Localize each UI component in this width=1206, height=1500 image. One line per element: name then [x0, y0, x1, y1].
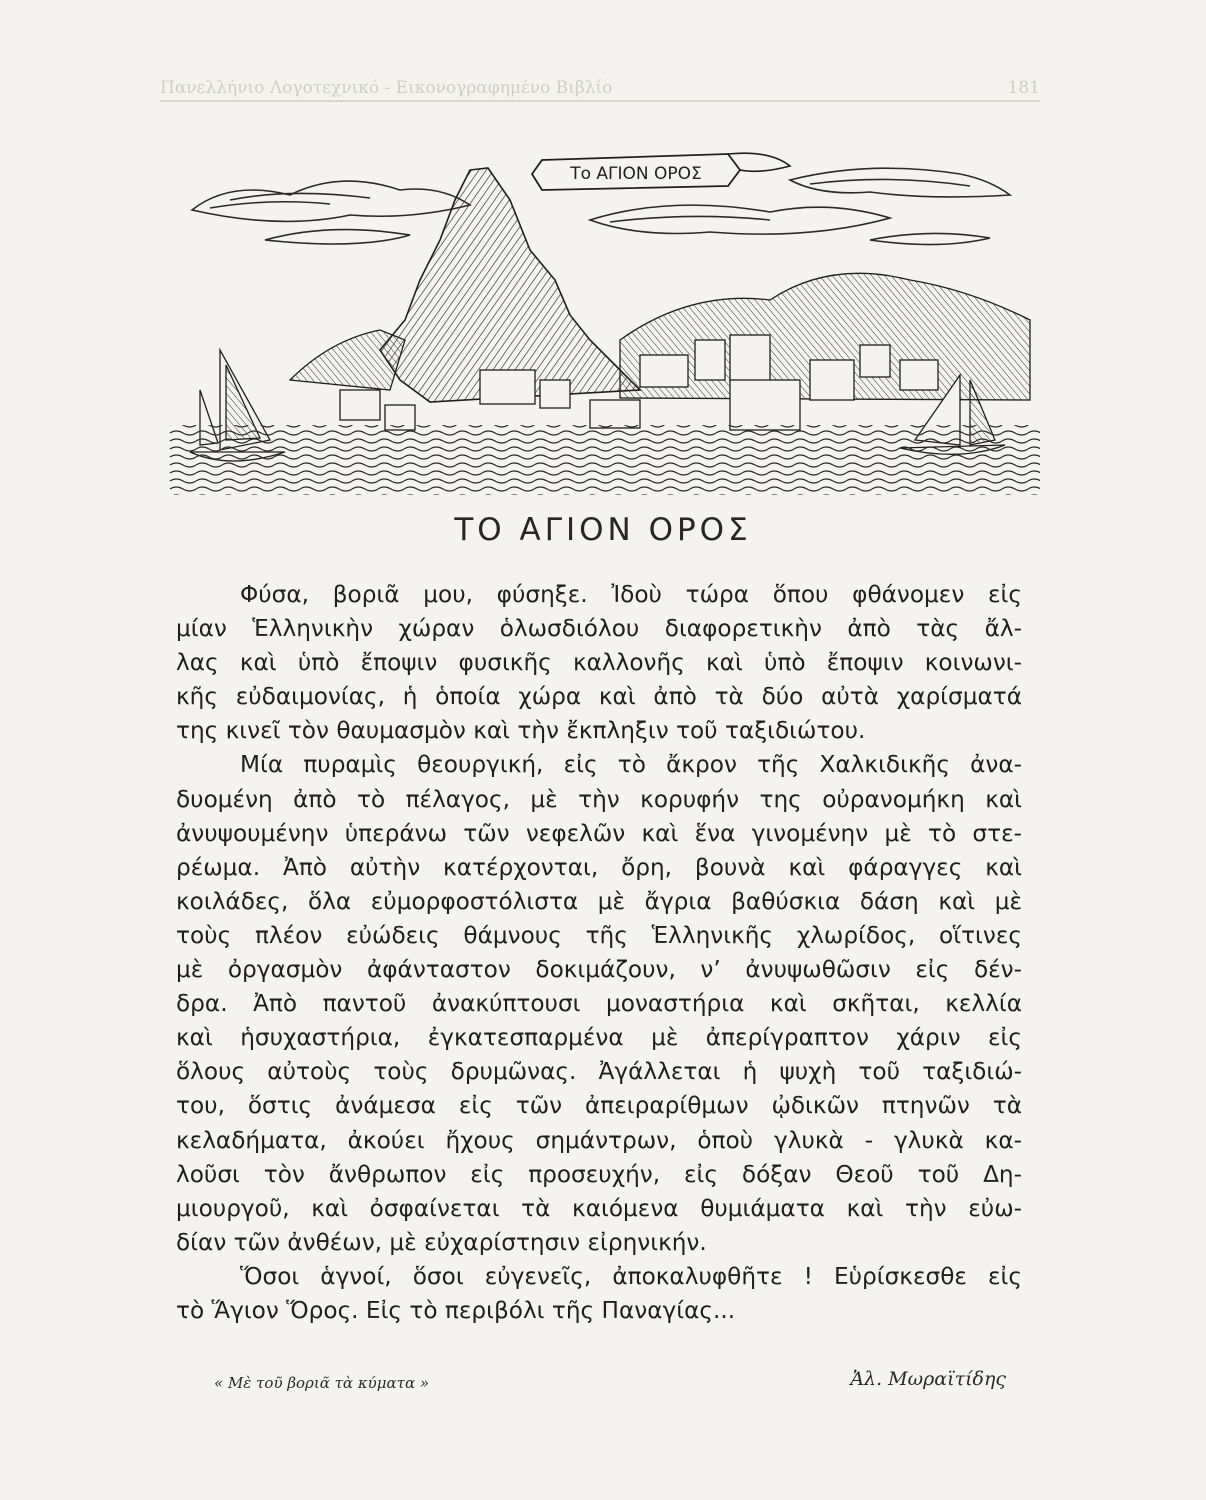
- body-line: τὸ Ἅγιον Ὅρος. Εἰς τὸ περιβόλι τῆς Παναγίας...: [176, 1296, 736, 1324]
- body-line: κελαδήματα, ἀκούει ἤχους σημάντρων, ὁποὺ γλυκὰ - γλυκὰ κα-: [176, 1126, 1022, 1154]
- mount-athos-illustration: [170, 140, 1040, 500]
- body-line: της κινεῖ τὸν θαυμασμὸν καὶ τὴν ἔκπληξιν τοῦ ταξιδιώτου.: [176, 717, 866, 745]
- source-title: « Μὲ τοῦ βοριᾶ τὰ κύματα »: [214, 1374, 430, 1392]
- body-line: Ὅσοι ἁγνοί, ὅσοι εὐγενεῖς, ἀποκαλυφθῆτε ! Εὑρίσκεσθε εἰς: [240, 1262, 1022, 1290]
- body-line: μίαν Ἑλληνικὴν χώραν ὁλωσδιόλου διαφορετικὴν ἀπὸ τὰς ἄλ-: [176, 615, 1022, 643]
- body-line: ρέωμα. Ἀπὸ αὐτὴν κατέρχονται, ὄρη, βουνὰ καὶ φάραγγες καὶ: [176, 853, 1022, 881]
- author-name: Ἀλ. Μωραϊτίδης: [850, 1368, 1006, 1390]
- sea: [170, 425, 1040, 495]
- article-title: ΤΟ ΑΓΙΟΝ ΟΡΟΣ: [454, 512, 752, 548]
- article-body: [176, 578, 1022, 1328]
- body-line: τοὺς πλέον εὐώδεις θάμνους τῆς Ἑλληνικῆς χλωρίδος, οἵτινες: [176, 921, 1022, 949]
- illustration-drawing: [170, 140, 1040, 500]
- body-line: λοῦσι τὸν ἄνθρωπον εἰς προσευχήν, εἰς δόξαν Θεοῦ τοῦ Δη-: [176, 1160, 1022, 1188]
- body-line: δυομένη ἀπὸ τὸ πέλαγος, μὲ τὴν κορυφήν της οὐρανομήκη καὶ: [176, 785, 1022, 813]
- bleed-through-header: [160, 78, 1040, 100]
- bleed-through-page-number: 181: [1007, 78, 1040, 98]
- citation: [214, 1368, 1014, 1396]
- body-line: μιουργοῦ, καὶ ὀσφαίνεται τὰ καιόμενα θυμιάματα καὶ τὴν εὐω-: [176, 1194, 1022, 1222]
- header-rule: [160, 100, 1040, 102]
- body-line: κῆς εὐδαιμονίας, ἡ ὁποία χώρα καὶ ἀπὸ τὰ δύο αὐτὰ χαρίσματά: [176, 683, 1022, 711]
- body-line: ὅλους αὐτοὺς τοὺς δρυμῶνας. Ἀγάλλεται ἡ ψυχὴ τοῦ ταξιδιώ-: [176, 1058, 1022, 1086]
- body-line: δρα. Ἀπὸ παντοῦ ἀνακύπτουσι μοναστήρια καὶ σκῆται, κελλία: [176, 990, 1022, 1018]
- banner-text: Το ΑΓΙΟΝ ΟΡΟΣ: [570, 164, 702, 184]
- body-line: Μία πυραμὶς θεουργική, εἰς τὸ ἄκρον τῆς Χαλκιδικῆς ἀνα-: [240, 751, 1022, 779]
- body-line: καὶ ἡσυχαστήρια, ἐγκατεσπαρμένα μὲ ἀπερίγραπτον χάριν εἰς: [176, 1024, 1022, 1052]
- body-line: ἀνυψουμένην ὑπεράνω τῶν νεφελῶν καὶ ἕνα γινομένην μὲ τὸ στε-: [176, 819, 1022, 847]
- body-line: μὲ ὀργασμὸν ἀφάνταστον δοκιμάζουν, ν’ ἀνυψωθῶσιν εἰς δέν-: [176, 956, 1022, 984]
- body-line: κοιλάδες, ὅλα εὐμορφοστόλιστα μὲ ἄγρια βαθύσκια δάση καὶ μὲ: [176, 887, 1022, 915]
- bleed-through-header-text: Πανελλήνιο Λογοτεχνικό - Εικονογραφημένο Βιβλίο: [160, 78, 613, 98]
- body-line: δίαν τῶν ἀνθέων, μὲ εὐχαρίστησιν εἰρηνικήν.: [176, 1228, 707, 1256]
- body-line: Φύσα, βοριᾶ μου, φύσηξε. Ἰδοὺ τώρα ὅπου φθάνομεν εἰς: [240, 581, 1022, 608]
- banner: [532, 153, 790, 190]
- body-line: λας καὶ ὑπὸ ἔποψιν φυσικῆς καλλονῆς καὶ ὑπὸ ἔποψιν κοινωνι-: [176, 649, 1022, 677]
- body-line: του, ὅστις ἀνάμεσα εἰς τῶν ἀπειραρίθμων ᾠδικῶν πτηνῶν τὰ: [176, 1092, 1022, 1120]
